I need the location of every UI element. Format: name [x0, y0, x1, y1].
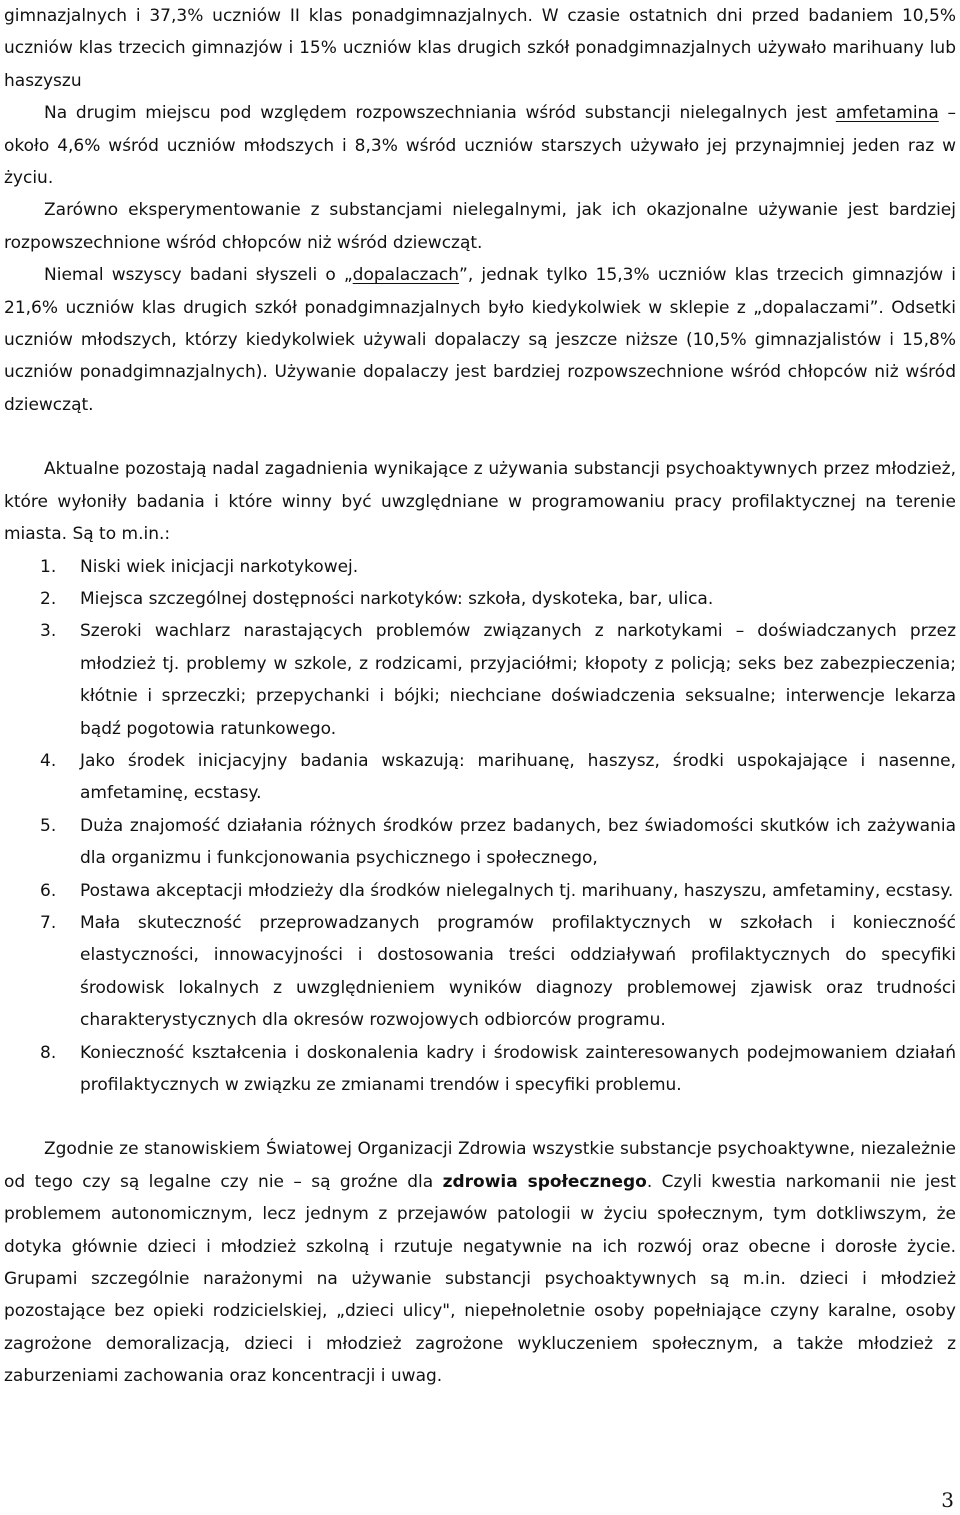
who-text-b: . Czyli kwestia narkomanii nie jest problemem autonomicznym, lecz jednym z przejawów patologii w życiu społecznym, tym dotkliwszym, że dotyka głównie dzieci i młodzież szkolną i rzutuje negatywnie na ich rozwój oraz obecne i dorosłe życie. Grupami szczególnie narażonymi na używanie substancji psychoaktywnych są m.in. dzieci i młodzież pozostające bez opieki rodzicielskiej, „dzieci ulicy", niepełnoletnie osoby popełniające czyny karalne, osoby zagrożone demoralizacją, dzieci i młodzież zagrożone wykluczeniem społecznym, a także młodzież z zaburzeniami zachowania oraz koncentracji i uwag. — [4, 1171, 956, 1387]
list-item-text: Miejsca szczególnej dostępności narkotyków: szkoła, dyskoteka, bar, ulica. — [80, 588, 714, 609]
legal-highs-link[interactable]: dopalaczach — [352, 265, 460, 286]
list-item-number: 7. — [40, 912, 57, 933]
list-item — [4, 583, 956, 615]
paragraph-gender: Zarówno eksperymentowanie z substancjami nielegalnymi, jak ich okazjonalne używanie jest bardziej rozpowszechnione wśród chłopców niż wśród dziewcząt. — [4, 200, 956, 253]
who-text-bold: zdrowia społecznego — [442, 1171, 647, 1192]
list-item-number: 8. — [40, 1042, 57, 1063]
list-item-number: 1. — [40, 556, 57, 577]
list-item — [4, 551, 956, 583]
list-item-number: 6. — [40, 880, 57, 901]
legal-highs-text-b: ”, jednak tylko 15,3% uczniów klas trzecich gimnazjów i 21,6% uczniów klas drugich szkół ponadgimnazjalnych było kiedykolwiek w sklepie z „dopalaczami”. Odsetki uczniów młodszych, którzy kiedykolwiek używali dopalaczy są jeszcze niższe (10,5% gimnazjalistów i 15,8% uczniów ponadgimnazjalnych). Używanie dopalaczy jest bardziej rozpowszechnione wśród chłopców niż wśród dziewcząt. — [4, 265, 957, 415]
paragraph-who-statement — [4, 1133, 956, 1392]
list-item-text: Niski wiek inicjacji narkotykowej. — [80, 556, 359, 577]
list-item-number: 2. — [40, 588, 57, 609]
list-item — [4, 1037, 956, 1102]
list-item — [4, 615, 956, 745]
paragraph-survey-intro: gimnazjalnych i 37,3% uczniów II klas ponadgimnazjalnych. W czasie ostatnich dni przed badaniem 10,5% uczniów klas trzecich gimnazjów i 15% uczniów klas drugich szkół ponadgimnazjalnych używało marihuany lub haszyszu — [4, 6, 956, 91]
who-text-a: Zgodnie ze stanowiskiem Światowej Organizacji Zdrowia wszystkie substancje psychoaktywne, niezależnie od tego czy są legalne czy nie – są groźne dla — [4, 1139, 956, 1192]
issues-list — [4, 551, 956, 1102]
amphetamine-link[interactable]: amfetamina — [835, 103, 939, 124]
amphetamine-text-a: Na drugim miejscu pod względem rozpowszechniania wśród substancji nielegalnych jest — [44, 103, 836, 124]
list-item-number: 3. — [40, 621, 57, 642]
list-item — [4, 810, 956, 875]
list-item-number: 4. — [40, 750, 57, 771]
paragraph-issues-intro: Aktualne pozostają nadal zagadnienia wynikające z używania substancji psychoaktywnych przez młodzież, które wyłoniły badania i które winny być uwzględniane w programowaniu pracy profilaktycznej na terenie miasta. Są to m.in.: — [4, 459, 956, 545]
spacer — [4, 421, 956, 453]
paragraph-amphetamine — [4, 97, 956, 194]
list-item — [4, 907, 956, 1037]
list-item-number: 5. — [40, 815, 57, 836]
list-item-text: Postawa akceptacji młodzieży dla środków nielegalnych tj. marihuany, haszyszu, amfetaminy, ecstasy. — [80, 880, 954, 901]
list-item-text: Jako środek inicjacyjny badania wskazują: marihuanę, haszysz, środki uspokajające i nasenne, amfetaminę, ecstasy. — [80, 750, 956, 804]
page-number: 3 — [941, 1488, 954, 1512]
paragraph-legal-highs — [4, 259, 956, 421]
document-page — [4, 0, 956, 1393]
list-item-text: Duża znajomość działania różnych środków przez badanych, bez świadomości skutków ich zażywania dla organizmu i funkcjonowania psychicznego i społecznego, — [80, 815, 956, 869]
list-item — [4, 745, 956, 810]
list-item — [4, 875, 956, 907]
legal-highs-text-a: Niemal wszyscy badani słyszeli o „ — [44, 265, 353, 286]
list-item-text: Mała skuteczność przeprowadzanych programów profilaktycznych w szkołach i konieczność elastyczności, innowacyjności i dostosowania treści oddziaływań profilaktycznych do specyfiki środowisk lokalnych z uwzględnieniem wyników diagnozy problemowej zjawisk oraz trudności charakterystycznych dla okresów rozwojowych odbiorców programu. — [80, 912, 956, 1031]
spacer — [4, 1101, 956, 1133]
list-item-text: Konieczność kształcenia i doskonalenia kadry i środowisk zainteresowanych podejmowaniem działań profilaktycznych w związku ze zmianami trendów i specyfiki problemu. — [80, 1042, 956, 1095]
list-item-text: Szeroki wachlarz narastających problemów związanych z narkotykami – doświadczanych przez młodzież tj. problemy w szkole, z rodzicami, przyjaciółmi; kłopoty z policją; seks bez zabezpieczenia; kłótnie i sprzeczki; przepychanki i bójki; niechciane doświadczenia seksualne; interwencje lekarza bądź pogotowia ratunkowego. — [80, 621, 956, 739]
amphetamine-text-b: – około 4,6% wśród uczniów młodszych i 8,3% wśród uczniów starszych używało jej przynajmniej jeden raz w życiu. — [4, 103, 957, 189]
